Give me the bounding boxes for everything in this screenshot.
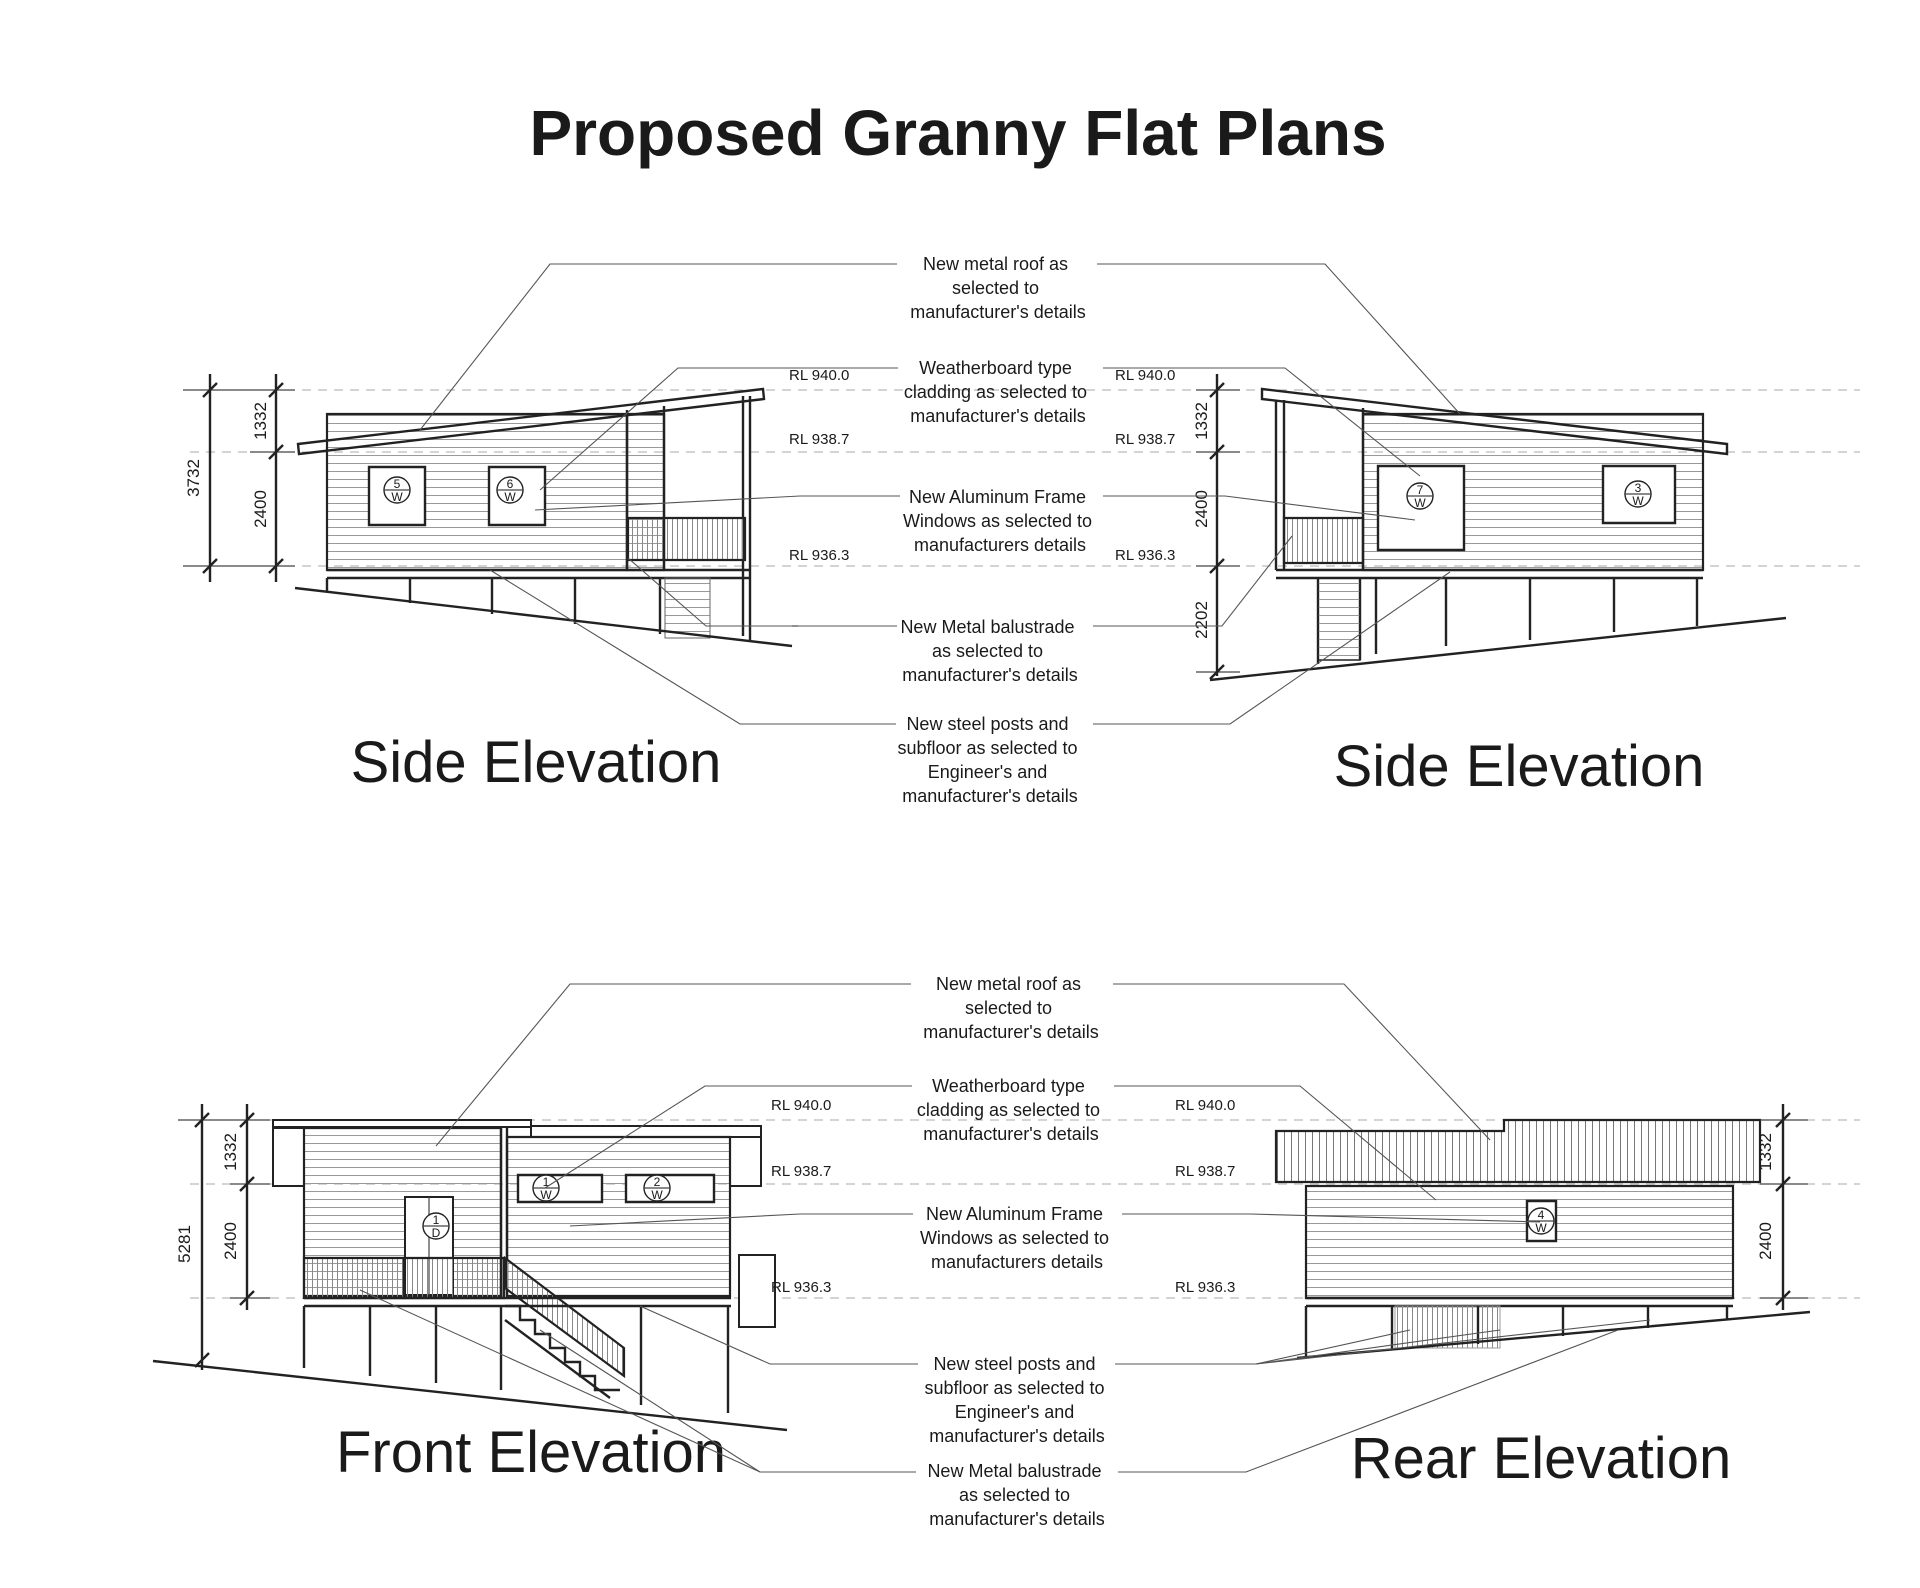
notes-top — [897, 254, 1097, 806]
notes-bottom — [917, 974, 1114, 1529]
tag-number: 1 — [432, 1213, 440, 1227]
rl-label-ceiling: RL 938.7 — [771, 1163, 832, 1180]
note-weatherboard: Weatherboard type cladding as selected to manufacturer's details — [916, 1076, 1101, 1144]
tag-type: W — [1535, 1221, 1547, 1235]
note-balustrade: New Metal balustrade as selected to manufacturer's details — [927, 1461, 1105, 1529]
rl-label-roof: RL 940.0 — [1115, 367, 1176, 384]
rl-label-roof: RL 940.0 — [771, 1097, 832, 1114]
tag-type: W — [391, 490, 403, 504]
rl-label-ceiling: RL 938.7 — [789, 431, 850, 448]
tag-number: 6 — [506, 477, 514, 491]
ground-line — [295, 588, 792, 646]
tag-type: W — [540, 1188, 552, 1202]
dim-wall: 2400 — [251, 490, 270, 528]
rear-elevation — [1175, 1097, 1810, 1491]
dim-subfloor: 2202 — [1192, 601, 1211, 639]
tag-type: W — [1632, 494, 1644, 508]
tag-number: 7 — [1416, 483, 1424, 497]
rl-label-floor: RL 936.3 — [1115, 547, 1176, 564]
note-balustrade: New Metal balustrade as selected to manufacturer's details — [900, 617, 1078, 685]
leader-line — [420, 264, 897, 430]
rl-label-floor: RL 936.3 — [1175, 1279, 1236, 1296]
view-title: Side Elevation — [350, 730, 722, 795]
view-title: Front Elevation — [335, 1420, 727, 1485]
tag-number: 4 — [1537, 1208, 1545, 1222]
note-windows: New Aluminum Frame Windows as selected to manufacturers details — [919, 1204, 1110, 1272]
balustrade — [628, 518, 745, 560]
stair — [665, 578, 710, 638]
sheet-title: Proposed Granny Flat Plans — [529, 97, 1387, 169]
note-steel-posts: New steel posts and subfloor as selected to Engineer's and manufacturer's details — [924, 1354, 1105, 1446]
note-steel-posts: New steel posts and subfloor as selected to Engineer's and manufacturer's details — [897, 714, 1078, 806]
tag-type: W — [1414, 496, 1426, 510]
tag-type: W — [504, 490, 516, 504]
balustrade — [304, 1258, 404, 1298]
gutter-end — [273, 1128, 304, 1186]
dim-roof: 1332 — [221, 1133, 240, 1171]
ground-line — [1210, 618, 1786, 680]
right-wall — [507, 1137, 730, 1296]
roof — [1276, 1120, 1760, 1182]
note-windows: New Aluminum Frame Windows as selected to manufacturers details — [902, 487, 1093, 555]
rl-label-ceiling: RL 938.7 — [1115, 431, 1176, 448]
tag-number: 3 — [1634, 481, 1642, 495]
tag-number: 5 — [393, 477, 401, 491]
dim-roof: 1332 — [251, 402, 270, 440]
leader-line — [1115, 1330, 1410, 1364]
tag-number: 1 — [542, 1175, 550, 1189]
note-metal-roof: New metal roof as selected to manufacturer's details — [910, 254, 1086, 322]
roof-fascia — [273, 1120, 531, 1127]
rl-label-floor: RL 936.3 — [789, 547, 850, 564]
gutter-end — [730, 1137, 761, 1186]
dim-wall: 2400 — [1192, 490, 1211, 528]
water-tank — [739, 1255, 775, 1327]
note-metal-roof: New metal roof as selected to manufacturer's details — [923, 974, 1099, 1042]
note-weatherboard: Weatherboard type cladding as selected to manufacturer's details — [903, 358, 1088, 426]
dim-wall: 2400 — [221, 1222, 240, 1260]
balustrade — [404, 1258, 504, 1298]
leader-line — [1113, 984, 1490, 1140]
rl-label-roof: RL 940.0 — [1175, 1097, 1236, 1114]
view-title: Side Elevation — [1333, 734, 1705, 799]
tag-type: W — [651, 1188, 663, 1202]
rl-label-ceiling: RL 938.7 — [1175, 1163, 1236, 1180]
rl-label-floor: RL 936.3 — [771, 1279, 832, 1296]
dim-roof: 1332 — [1192, 402, 1211, 440]
roof-fascia — [531, 1126, 761, 1137]
stair — [1318, 578, 1360, 660]
dim-overall: 5281 — [175, 1225, 194, 1263]
balustrade — [1284, 518, 1363, 563]
dim-wall: 2400 — [1756, 1222, 1775, 1260]
dim-roof: 1332 — [1756, 1133, 1775, 1171]
leader-line — [640, 1306, 918, 1364]
rear-wall — [1306, 1186, 1733, 1298]
view-title: Rear Elevation — [1350, 1426, 1732, 1491]
tag-number: 2 — [653, 1175, 661, 1189]
tag-type: D — [431, 1226, 441, 1240]
dim-overall: 3732 — [184, 459, 203, 497]
side-elevation-right — [1115, 367, 1786, 799]
rl-label-roof: RL 940.0 — [789, 367, 850, 384]
leader-line — [1093, 572, 1450, 724]
